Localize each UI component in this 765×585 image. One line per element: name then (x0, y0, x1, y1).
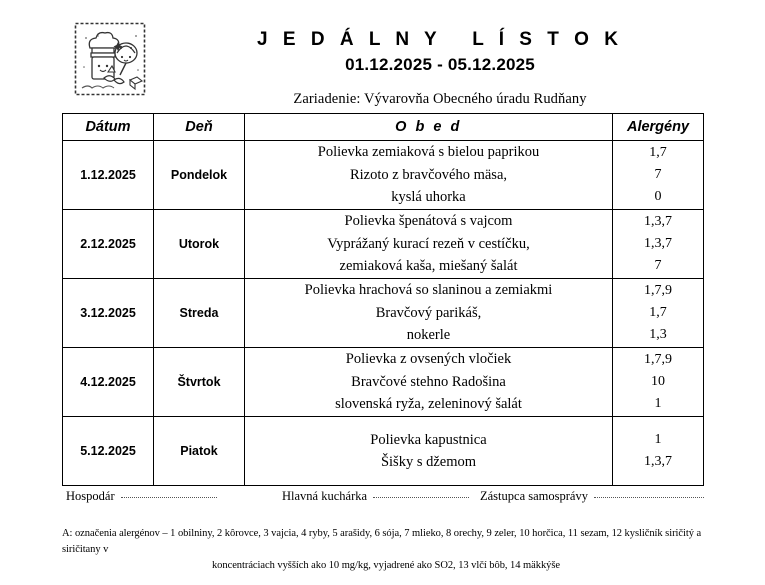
signature-zastupca-label: Zástupca samosprávy (480, 489, 588, 503)
cell-allergens (613, 210, 704, 279)
allergen-line: 1,3 (649, 326, 667, 342)
cell-allergens (613, 141, 704, 210)
cell-date: 5.12.2025 (63, 417, 154, 486)
meal-line: Polievka z ovsených vločiek (345, 351, 512, 368)
table-header-row (63, 114, 704, 141)
cell-allergens (613, 279, 704, 348)
allergen-legend-line-1: A: označenia alergénov – 1 obilniny, 2 kôrovce, 3 vajcia, 4 ryby, 5 arašidy, 6 sója, 7 mlieko, 8 orechy, 9 zeler, 10 horčica, 11 sezam, 12 kysličník siričitý a siričitany v (62, 528, 702, 555)
allergen-line: 0 (654, 188, 662, 204)
menu-table (62, 113, 704, 486)
allergen-legend (62, 526, 710, 573)
cell-meal (245, 141, 613, 210)
signature-zastupca (480, 489, 704, 504)
cell-date: 2.12.2025 (63, 210, 154, 279)
meal-line: Polievka kapustnica (370, 431, 487, 448)
table-body (63, 141, 704, 486)
cell-date: 1.12.2025 (63, 141, 154, 210)
table-row (63, 348, 704, 417)
signature-hlavna-kucharka (282, 489, 469, 504)
cell-allergens (613, 417, 704, 486)
cell-day: Štvrtok (154, 348, 245, 417)
meal-line: slovenská ryža, zeleninový šalát (335, 396, 522, 413)
allergen-line: 1,7,9 (644, 352, 672, 368)
allergen-line: 1,7 (649, 305, 667, 321)
page-title: J E D Á L N Y L Í S T O K (257, 29, 623, 50)
meal-line: Vyprážaný kurací rezeň v cestíčku, (327, 235, 530, 252)
cell-meal (245, 210, 613, 279)
table-row (63, 279, 704, 348)
signature-hospodar-label: Hospodár (66, 489, 115, 503)
table-row (63, 417, 704, 486)
signature-hlavna-kucharka-dots (373, 491, 469, 498)
column-header-day: Deň (154, 114, 245, 141)
table-row (63, 141, 704, 210)
meal-line: zemiaková kaša, miešaný šalát (339, 258, 518, 275)
cell-meal (245, 348, 613, 417)
allergen-line: 1,3,7 (644, 236, 672, 252)
signature-hlavna-kucharka-label: Hlavná kuchárka (282, 489, 368, 503)
document-header (0, 0, 765, 105)
column-header-date: Dátum (63, 114, 154, 141)
allergen-line: 1,7 (649, 145, 667, 161)
allergen-line: 1 (654, 432, 662, 448)
allergen-line: 7 (654, 167, 662, 183)
allergen-line: 10 (651, 374, 665, 390)
meal-line: Šišky s džemom (380, 454, 477, 470)
meal-line: Rizoto z bravčového mäsa, (349, 166, 508, 183)
meal-line: Polievka špenátová s vajcom (344, 213, 513, 230)
cell-date: 3.12.2025 (63, 279, 154, 348)
chef-cook-illustration-icon (74, 22, 146, 96)
signature-line (66, 489, 706, 507)
signature-hospodar (66, 489, 217, 504)
meal-line: Polievka zemiaková s bielou paprikou (317, 144, 540, 161)
cell-allergens (613, 348, 704, 417)
allergen-line: 1 (654, 395, 662, 411)
cell-day: Streda (154, 279, 245, 348)
allergen-line: 7 (654, 257, 662, 273)
allergen-line: 1,7,9 (644, 283, 672, 299)
meal-line: nokerle (406, 327, 451, 344)
cell-meal (245, 279, 613, 348)
title-block (160, 28, 720, 108)
date-range: 01.12.2025 - 05.12.2025 (345, 54, 535, 74)
meal-line: Bravčové stehno Radošina (351, 373, 506, 390)
allergen-line: 1,3,7 (644, 214, 672, 230)
table-row (63, 210, 704, 279)
allergen-line: 1,3,7 (644, 454, 672, 469)
signature-zastupca-dots (594, 491, 704, 498)
cell-day: Utorok (154, 210, 245, 279)
cell-meal (245, 417, 613, 486)
cell-date: 4.12.2025 (63, 348, 154, 417)
meal-line: Bravčový parikáš, (375, 304, 482, 321)
meal-line: Polievka hrachová so slaninou a zemiakmi (304, 282, 553, 299)
allergen-legend-line-2: koncentráciach vyšších ako 10 mg/kg, vyjadrené ako SO2, 13 vlčí bôb, 14 mäkkýše (211, 559, 560, 571)
meal-line: kyslá uhorka (391, 189, 466, 206)
signature-hospodar-dots (121, 491, 217, 498)
column-header-allergens: Alergény (613, 114, 704, 141)
cell-day: Pondelok (154, 141, 245, 210)
facility-name: Zariadenie: Vývarovňa Obecného úradu Rudňany (293, 90, 587, 107)
column-header-meal: O b e d (245, 114, 613, 141)
cell-day: Piatok (154, 417, 245, 486)
